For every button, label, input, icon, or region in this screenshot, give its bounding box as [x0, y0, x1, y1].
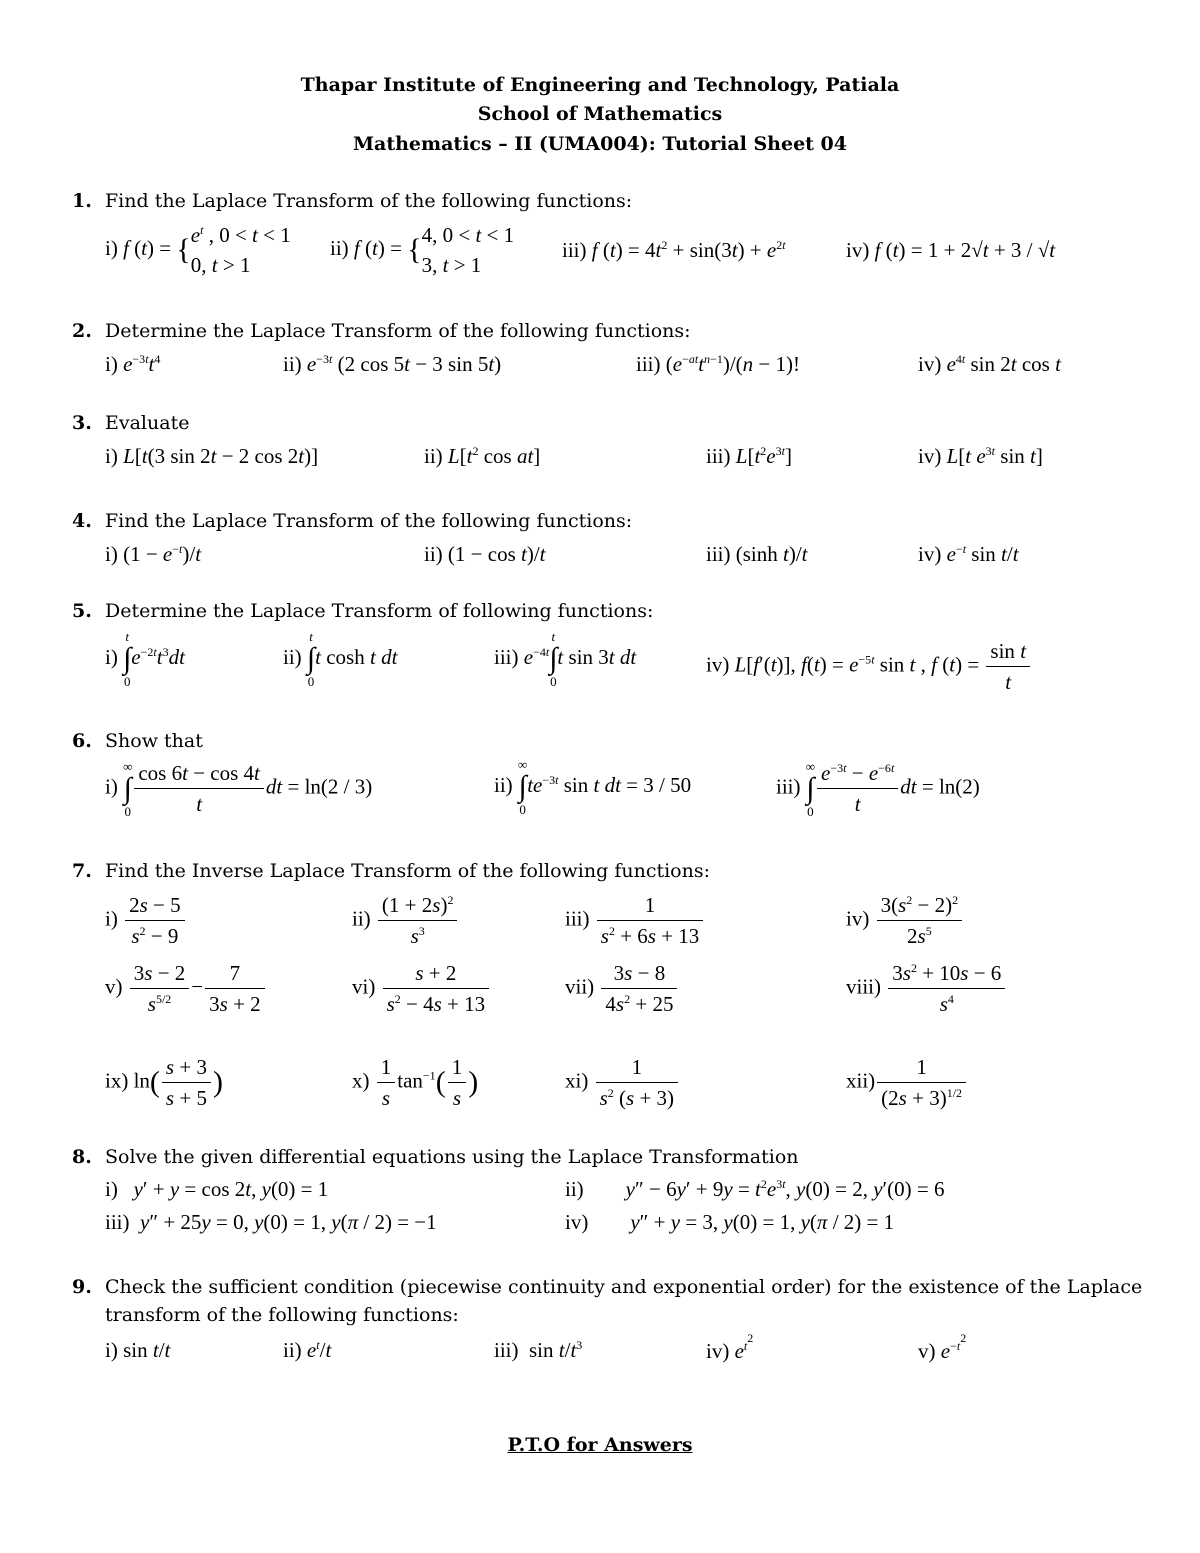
question-2: 2. Determine the Laplace Transform of the following functions:: [72, 320, 691, 342]
q1-part-iv: iv) f (t) = 1 + 2√t + 3 / √t: [846, 238, 1056, 262]
question-9-continued: transform of the following functions:: [105, 1304, 459, 1326]
q9-part-iii: iii) $\sin t/t^3$: [494, 1338, 583, 1362]
q4-part-i: i) $(1 - e^{-t})/t$: [105, 542, 202, 566]
q9-part-v: v) $e^{-t^2}$: [918, 1331, 967, 1363]
q4-part-ii: ii) (1 − cos t)/t: [424, 542, 546, 566]
question-9: 9. Check the sufficient condition (piecewise continuity and exponential order) for the existence of the Laplace: [72, 1276, 1143, 1298]
q3-part-i: i) L[t(3 sin 2t − 2 cos 2t)]: [105, 444, 319, 468]
q4-part-iv: iv) $e^{-t}$ sin t/t: [918, 542, 1019, 566]
q1-part-iii: iii) f $(t) = 4t^2 + \sin(3t) + e^{2t}$: [562, 238, 786, 262]
q7-part-v: v) $\frac{3s - 2}{s^{5/2}}$ − $\frac{7}{3s + 2}$: [105, 958, 267, 1019]
question-5: 5. Determine the Laplace Transform of following functions:: [72, 600, 654, 622]
q6-part-ii: ii) ∞ ∫ 0 $te^{-3t}$ sin t dt = 3 / 50: [494, 757, 692, 817]
q7-part-i: i) $\frac{2s - 5}{s^2 - 9}$: [105, 890, 187, 951]
q1-part-i: i) f (t) = { $e^t$ , 0 < t < 1 0, t > 1: [105, 223, 291, 277]
question-8: 8. Solve the given differential equations using the Laplace Transformation: [72, 1146, 799, 1168]
q7-part-viii: viii) $\frac{3s^2 + 10s - 6}{s^4}$: [846, 958, 1007, 1019]
question-1: 1. Find the Laplace Transform of the following functions:: [72, 190, 633, 212]
q6-part-i: i) ∞ ∫ 0 $\frac{\cos 6t - \cos 4t}{t}$ dt = ln(2 / 3): [105, 758, 373, 819]
institute-title: Thapar Institute of Engineering and Technology, Patiala: [300, 74, 900, 96]
q7-part-iii: iii) $\frac{1}{s^2 + 6s + 13}$: [565, 890, 705, 951]
q8-part-iv: iv) y″ + y = 3, y(0) = 1, y(π / 2) = 1: [565, 1210, 895, 1234]
q4-part-iii: iii) (sinh t)/t: [706, 542, 808, 566]
q6-part-iii: iii) ∞ ∫ 0 $\frac{e^{-3t} - e^{-6t}}{t}$ dt = ln(2): [776, 758, 980, 819]
q3-part-iii: iii) $L[t^2e^{3t}]$: [706, 444, 792, 468]
question-7: 7. Find the Inverse Laplace Transform of the following functions:: [72, 860, 711, 882]
q5-part-iv: iv) L[f′(t)], $f(t) = e^{-5t}$ sin t , f (t) = $\frac{\text{sin t}}{t}$: [706, 636, 1032, 697]
q8-part-iii: iii) y″ + 25y = 0, y(0) = 1, y(π / 2) = −1: [105, 1210, 437, 1234]
q7-part-ii: ii) $\frac{(1 + 2s)^2}{s^3}$: [352, 890, 459, 951]
q9-part-ii: ii) $e^t/t$: [283, 1338, 332, 1362]
q7-part-vii: vii) $\frac{3s - 8}{4s^2 + 25}$: [565, 958, 679, 1019]
q3-part-ii: ii) $L[t^2$ cos at]: [424, 444, 541, 468]
q1-part-ii: ii) f (t) = { 4, 0 < t < 1 3, t > 1: [330, 223, 515, 277]
q8-part-i: i) y′ + y = cos 2t, y(0) = 1: [105, 1177, 329, 1201]
q7-part-vi: vi) $\frac{s + 2}{s^2 - 4s + 13}$: [352, 958, 491, 1019]
question-4: 4. Find the Laplace Transform of the following functions:: [72, 510, 633, 532]
q8-part-ii: ii) $y'' - 6y' + 9y = t^2e^{3t}$, y(0) = 2, y′(0) = 6: [565, 1177, 945, 1201]
q7-part-x: x) $\frac{1}{s}$ $\tan^{-1}$( $\frac{1}{s}$ ): [352, 1052, 478, 1113]
q7-part-xi: xi) $\frac{1}{s^2 (s + 3)}$: [565, 1052, 680, 1113]
q9-part-iv: iv) $e^{t^2}$: [706, 1331, 754, 1363]
school-title: School of Mathematics: [477, 103, 723, 125]
q5-part-i: i) t ∫ 0 $e^{-2t}t^3dt$: [105, 629, 185, 689]
q2-part-iii: iii) $(e^{-at}t^{n-1})/(n - 1)$!: [636, 352, 800, 376]
q2-part-iv: iv) $e^{4t}$ sin 2t cos t: [918, 352, 1061, 376]
q5-part-iii: iii) $e^{-4t}$ t ∫ 0 t sin 3t dt: [494, 629, 637, 689]
q2-part-i: i) $e^{-3t}t^4$: [105, 352, 161, 376]
sheet-title: Mathematics – II (UMA004): Tutorial Sheet 04: [353, 133, 847, 155]
q5-part-ii: ii) t ∫ 0 t cosh t dt: [283, 629, 398, 689]
q9-part-i: i) sin t/t: [105, 1338, 171, 1362]
q7-part-ix: ix) ln( $\frac{s + 3}{s + 5}$ ): [105, 1052, 223, 1113]
q7-part-iv: iv) $\frac{3(s^2 - 2)^2}{2s^5}$: [846, 890, 964, 951]
question-6: 6. Show that: [72, 730, 203, 752]
q7-part-xii: xii) $\frac{1}{(2s + 3)^{1/2}}$: [846, 1052, 968, 1113]
pto-answers-note: P.T.O for Answers: [507, 1434, 693, 1456]
q3-part-iv: iv) L[t $e^{3t}$ sin t]: [918, 444, 1043, 468]
q2-part-ii: ii) $e^{-3t}$ (2 cos 5t − 3 sin 5t): [283, 352, 502, 376]
question-3: 3. Evaluate: [72, 412, 190, 434]
